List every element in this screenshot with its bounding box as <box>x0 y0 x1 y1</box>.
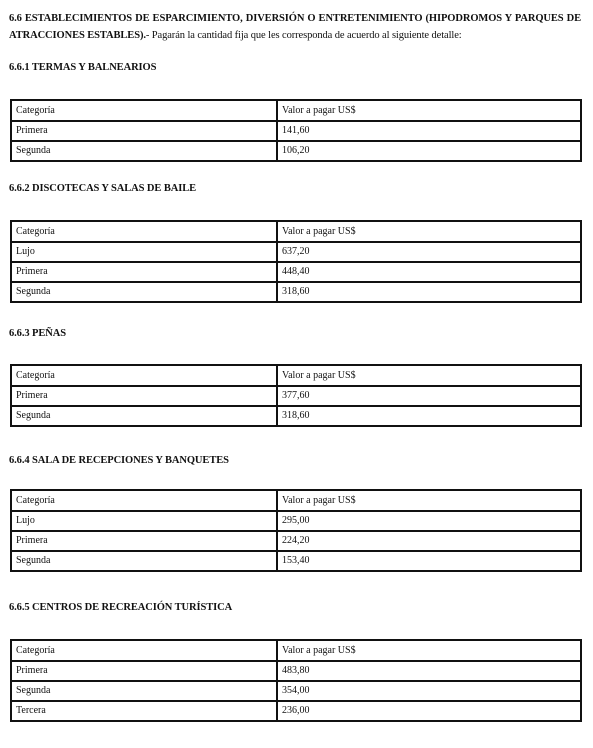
table-header-row <box>11 490 581 511</box>
cell-category: Lujo <box>11 242 277 262</box>
cell-value: 141,60 <box>277 121 581 141</box>
rate-table-recepciones <box>10 489 582 572</box>
table-row <box>11 141 581 161</box>
header-value: Valor a pagar US$ <box>277 365 581 386</box>
cell-value: 377,60 <box>277 386 581 406</box>
cell-category: Segunda <box>11 406 277 426</box>
table-row <box>11 386 581 406</box>
cell-value: 354,00 <box>277 681 581 701</box>
table-row <box>11 701 581 721</box>
cell-value: 224,20 <box>277 531 581 551</box>
cell-value: 318,60 <box>277 406 581 426</box>
section-title-recreacion: 6.6.5 CENTROS DE RECREACIÓN TURÍSTICA <box>9 602 233 613</box>
header-category: Categoría <box>11 365 277 386</box>
table-header-row <box>11 640 581 661</box>
header-category: Categoría <box>11 640 277 661</box>
cell-category: Segunda <box>11 141 277 161</box>
table-header-row <box>11 365 581 386</box>
cell-value: 483,80 <box>277 661 581 681</box>
header-category: Categoría <box>11 490 277 511</box>
header-value: Valor a pagar US$ <box>277 100 581 121</box>
table-row <box>11 242 581 262</box>
cell-category: Segunda <box>11 551 277 571</box>
cell-category: Segunda <box>11 282 277 302</box>
header-category: Categoría <box>11 100 277 121</box>
intro-text: - Pagarán la cantidad fija que les corresponda de acuerdo al siguiente detalle: <box>145 30 462 41</box>
cell-value: 153,40 <box>277 551 581 571</box>
cell-value: 106,20 <box>277 141 581 161</box>
cell-category: Primera <box>11 262 277 282</box>
cell-category: Lujo <box>11 511 277 531</box>
intro-paragraph <box>9 10 581 44</box>
table-row <box>11 511 581 531</box>
header-value: Valor a pagar US$ <box>277 490 581 511</box>
cell-category: Tercera <box>11 701 277 721</box>
table-row <box>11 661 581 681</box>
table-header-row <box>11 100 581 121</box>
header-category: Categoría <box>11 221 277 242</box>
table-row <box>11 681 581 701</box>
cell-value: 236,00 <box>277 701 581 721</box>
cell-value: 295,00 <box>277 511 581 531</box>
rate-table-termas <box>10 99 582 162</box>
table-row <box>11 531 581 551</box>
cell-value: 637,20 <box>277 242 581 262</box>
header-value: Valor a pagar US$ <box>277 640 581 661</box>
table-row <box>11 551 581 571</box>
section-title-termas: 6.6.1 TERMAS Y BALNEARIOS <box>9 62 157 73</box>
cell-category: Primera <box>11 121 277 141</box>
rate-table-discotecas <box>10 220 582 303</box>
cell-value: 318,60 <box>277 282 581 302</box>
cell-category: Primera <box>11 661 277 681</box>
cell-category: Primera <box>11 386 277 406</box>
table-row <box>11 262 581 282</box>
header-value: Valor a pagar US$ <box>277 221 581 242</box>
section-title-discotecas: 6.6.2 DISCOTECAS Y SALAS DE BAILE <box>9 183 197 194</box>
intro-heading: 6.6 ESTABLECIMIENTOS DE ESPARCIMIENTO, DIVERSIÓN O ENTRETENIMIENTO (HIPODROMOS Y PARQUES DE ATRACCIONES ESTABLES). <box>9 13 581 41</box>
cell-value: 448,40 <box>277 262 581 282</box>
rate-table-recreacion <box>10 639 582 722</box>
table-row <box>11 121 581 141</box>
cell-category: Segunda <box>11 681 277 701</box>
table-row <box>11 406 581 426</box>
section-title-penas: 6.6.3 PEÑAS <box>9 328 66 339</box>
table-row <box>11 282 581 302</box>
cell-category: Primera <box>11 531 277 551</box>
table-header-row <box>11 221 581 242</box>
rate-table-penas <box>10 364 582 427</box>
section-title-recepciones: 6.6.4 SALA DE RECEPCIONES Y BANQUETES <box>9 455 229 466</box>
